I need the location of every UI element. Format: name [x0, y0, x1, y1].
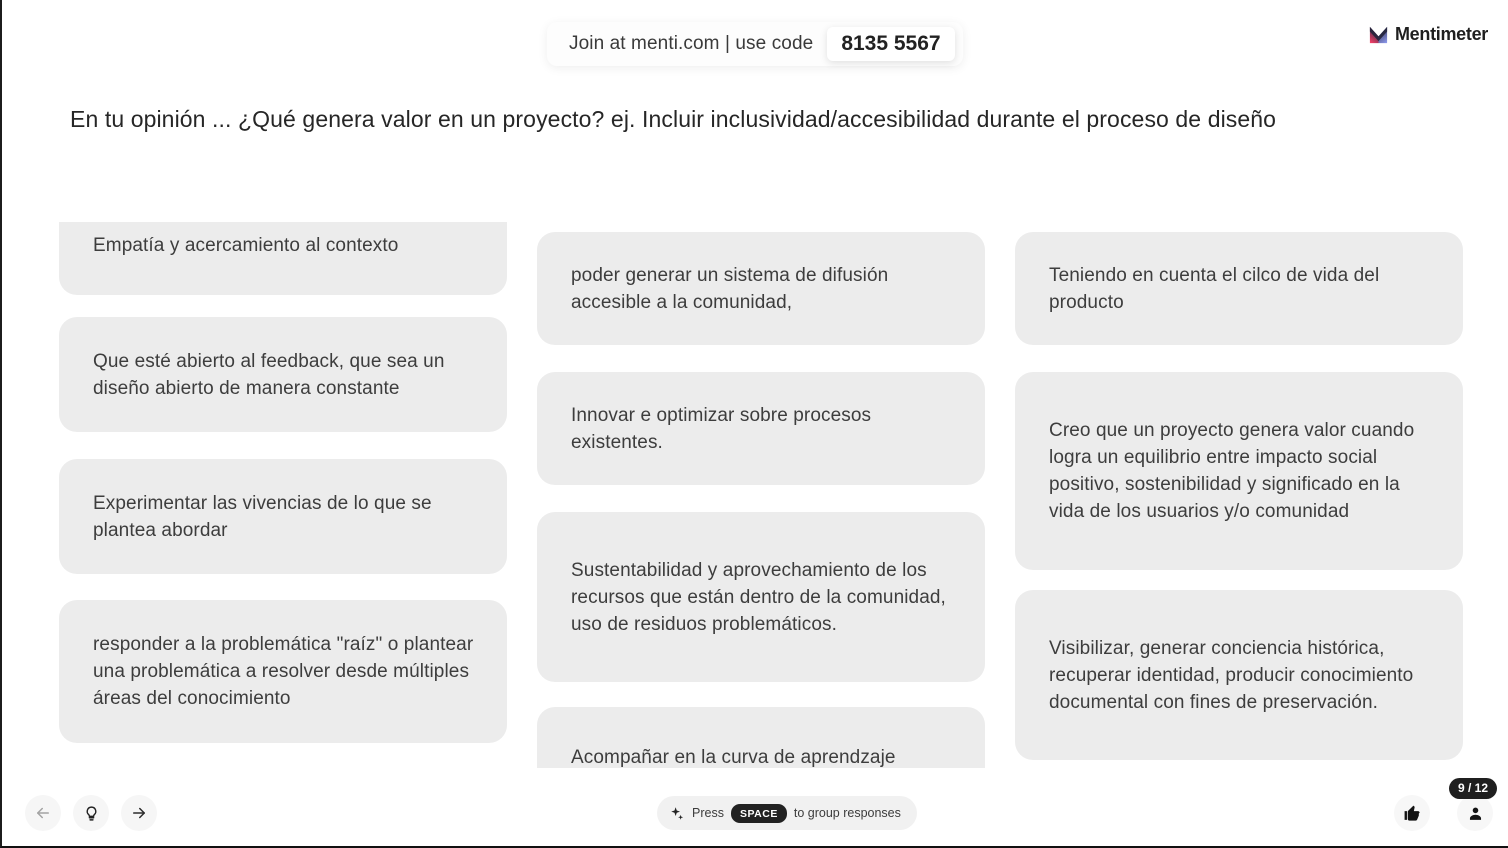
response-card[interactable]: [59, 222, 507, 295]
person-icon: [1466, 804, 1485, 823]
response-card[interactable]: [1015, 372, 1463, 570]
response-text: Que esté abierto al feedback, que sea un diseño abierto de manera constante: [93, 350, 445, 399]
sparkles-icon: [670, 806, 685, 821]
arrow-left-icon: [34, 804, 52, 822]
next-slide-button[interactable]: [121, 795, 157, 831]
responses-column-2: [537, 222, 985, 768]
response-card[interactable]: [537, 232, 985, 345]
group-responses-hint[interactable]: [657, 796, 917, 830]
reactions-button[interactable]: [1394, 795, 1430, 831]
response-text: Sustentabilidad y aprovechamiento de los recursos que están dentro de la comunidad, uso de residuos problemáticos.: [571, 559, 946, 635]
response-text: Creo que un proyecto genera valor cuando logra un equilibrio entre impacto social positivo, sostenibilidad y significado en la vida de los usuarios y/o comunidad: [1049, 420, 1415, 522]
press-prefix-label: Press: [692, 806, 724, 820]
previous-slide-button[interactable]: [25, 795, 61, 831]
response-card[interactable]: [1015, 590, 1463, 760]
response-text: Empatía y acercamiento al contexto: [93, 234, 399, 256]
participants-button[interactable]: [1457, 795, 1493, 831]
question-title: En tu opinión ... ¿Qué genera valor en un proyecto? ej. Incluir inclusividad/accesibilidad durante el proceso de diseño: [70, 106, 1277, 132]
space-key-badge: SPACE: [731, 804, 787, 823]
join-code: 8135 5567: [827, 27, 954, 61]
response-card[interactable]: [537, 707, 985, 768]
response-card[interactable]: [59, 459, 507, 574]
response-text: Innovar e optimizar sobre procesos existentes.: [571, 404, 872, 453]
responses-column-1: [59, 222, 507, 768]
slide-progress-badge: 9 / 12: [1449, 778, 1497, 799]
insights-button[interactable]: [73, 795, 109, 831]
response-card[interactable]: [537, 372, 985, 485]
lightbulb-icon: [83, 805, 100, 822]
response-text: responder a la problemática "raíz" o plantear una problemática a resolver desde múltiples áreas del conocimiento: [93, 634, 474, 709]
response-card[interactable]: [537, 512, 985, 682]
response-text: poder generar un sistema de difusión accesible a la comunidad,: [571, 264, 889, 313]
response-text: Acompañar en la curva de aprendzaje: [571, 746, 896, 768]
responses-column-3: [1015, 222, 1463, 768]
presenter-toolbar: [2, 776, 1508, 846]
join-instructions: Join at menti.com | use code: [569, 33, 814, 54]
join-bar: [547, 22, 963, 66]
mentimeter-logo-icon: [1368, 24, 1389, 45]
mentimeter-logo: [1368, 24, 1488, 45]
response-text: Experimentar las vivencias de lo que se plantea abordar: [93, 492, 432, 541]
response-card[interactable]: [1015, 232, 1463, 345]
responses-board: [2, 222, 1508, 768]
arrow-right-icon: [130, 804, 148, 822]
response-card[interactable]: [59, 317, 507, 432]
thumbs-up-icon: [1403, 804, 1422, 823]
response-text: Teniendo en cuenta el cilco de vida del producto: [1049, 264, 1380, 313]
press-suffix-label: to group responses: [793, 806, 901, 820]
response-card[interactable]: [59, 600, 507, 743]
response-text: Visibilizar, generar conciencia histórica, recuperar identidad, producir conocimiento documental con fines de preservación.: [1049, 637, 1414, 713]
mentimeter-logo-text: Mentimeter: [1394, 24, 1488, 44]
